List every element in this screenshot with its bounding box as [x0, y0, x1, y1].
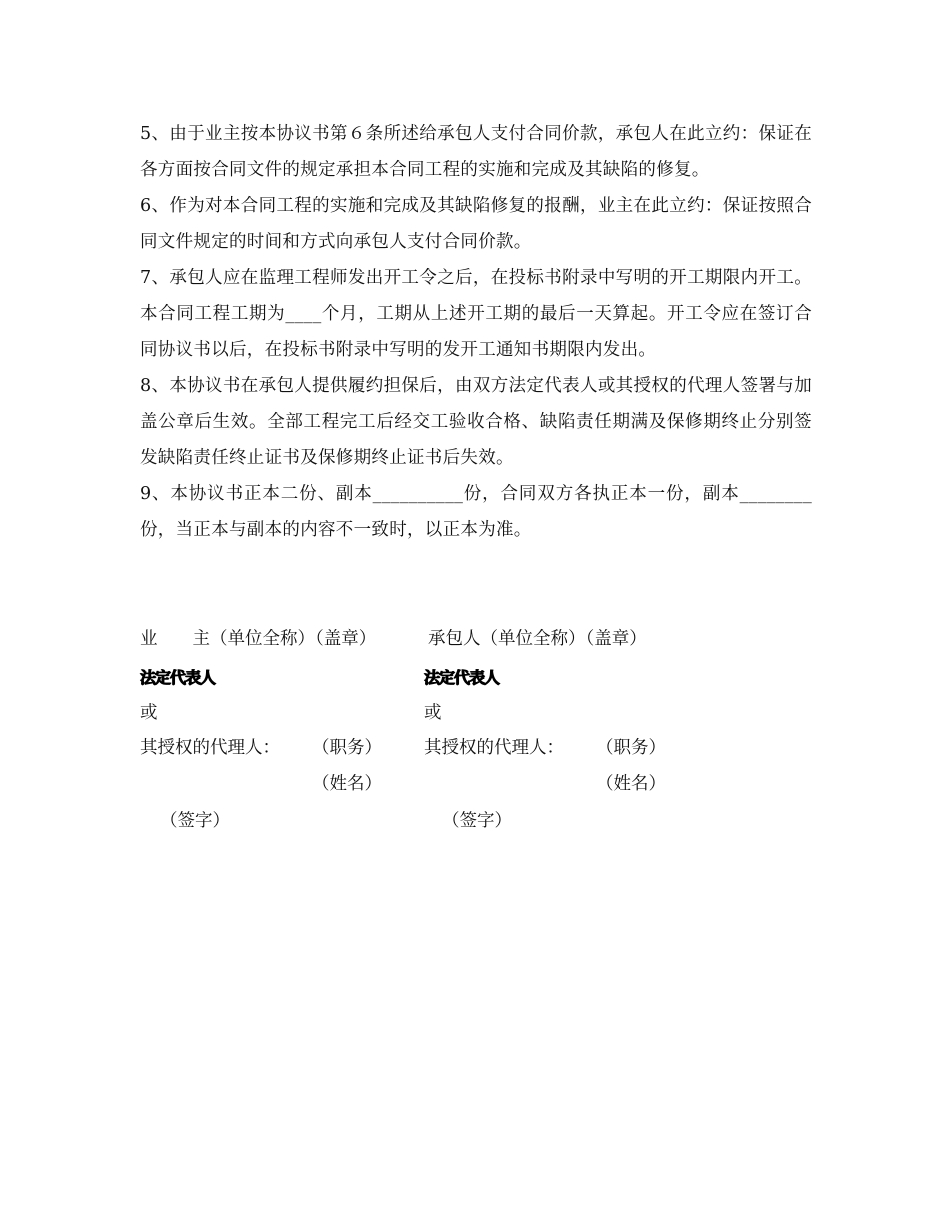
contractor-name: （姓名）	[596, 774, 666, 794]
contractor-agent: 其授权的代理人：	[424, 738, 564, 758]
clause-6: 6、作为对本合同工程的实施和完成及其缺陷修复的报酬，业主在此立约：保证按照合同文件规定的时间和方式向承包人支付合同价款。	[140, 196, 812, 252]
clause-9: 9、本协议书正本二份、副本__________份，合同双方各执正本一份，副本________份，当正本与副本的内容不一致时，以正本为准。	[140, 484, 812, 540]
owner-name: （姓名）	[312, 774, 382, 794]
contractor-or: 或	[424, 703, 442, 723]
owner-or: 或	[140, 703, 158, 723]
owner-title: 业 主（单位全称）（盖章）	[140, 629, 377, 649]
owner-signature: （签字）	[160, 811, 230, 831]
contractor-signature: （签字）	[442, 811, 512, 831]
owner-position: （职务）	[312, 738, 382, 758]
owner-agent: 其授权的代理人：	[140, 738, 280, 758]
clause-7: 7、承包人应在监理工程师发出开工令之后，在投标书附录中写明的开工期限内开工。本合同工程工期为____个月，工期从上述开工期的最后一天算起。开工令应在签订合同协议书以后，在投标书附录中写明的发开工通知书期限内发出。	[140, 268, 812, 360]
contractor-title: 承包人（单位全称）（盖章）	[428, 629, 647, 649]
clause-8: 8、本协议书在承包人提供履约担保后，由双方法定代表人或其授权的代理人签署与加盖公章后生效。全部工程完工后经交工验收合格、缺陷责任期满及保修期终止分别签发缺陷责任终止证书及保修期终止证书后失效。	[140, 376, 812, 468]
agreement-clauses	[140, 116, 812, 548]
contractor-legal-rep: 法定代表人	[424, 668, 500, 687]
contractor-position: （职务）	[596, 738, 666, 758]
clause-5: 5、由于业主按本协议书第６条所述给承包人支付合同价款，承包人在此立约：保证在各方面按合同文件的规定承担本合同工程的实施和完成及其缺陷的修复。	[140, 124, 812, 180]
owner-legal-rep: 法定代表人	[140, 668, 216, 687]
